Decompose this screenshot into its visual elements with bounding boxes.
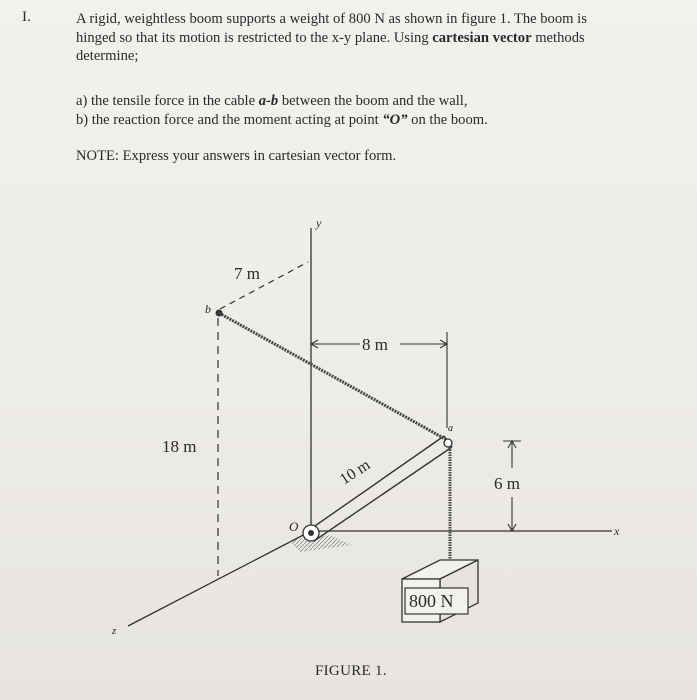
point-a-label: a [448, 423, 453, 434]
z-axis-line [128, 531, 311, 626]
part-b-suffix: on the boom. [407, 112, 488, 128]
dim-10-label: 10 m [336, 456, 374, 489]
dim-7-label: 7 m [234, 264, 260, 283]
part-b-prefix: b) the reaction force and the moment acting at point [76, 112, 383, 128]
boom-upper-edge [312, 436, 444, 528]
part-a-cable: a-b [258, 93, 279, 109]
statement-text: hinged so that its motion is restricted to the x-y plane. Using [76, 29, 433, 46]
origin-label: O [289, 519, 299, 534]
z-axis-label: z [112, 625, 117, 637]
dim-18-label: 18 m [162, 437, 197, 456]
x-axis-label: x [614, 524, 620, 538]
y-axis-label: y [316, 216, 322, 230]
statement-text-end: methods [531, 29, 585, 46]
part-b-point: “O” [382, 112, 408, 128]
part-a-prefix: a) the tensile force in the cable [76, 93, 259, 109]
hinge-o-pin [308, 530, 314, 536]
statement-bold-method: cartesian vector [432, 29, 532, 46]
point-a-marker [444, 439, 452, 447]
figure-caption: FIGURE 1. [315, 663, 387, 679]
part-a-suffix: between the boom and the wall, [278, 93, 468, 109]
point-b-label: b [205, 302, 211, 316]
weight-label: 800 N [409, 591, 454, 611]
boom-lower-edge [314, 447, 452, 541]
question-number: I. [22, 9, 31, 25]
statement-line-3: determine; [76, 48, 139, 64]
cable-ab [219, 313, 447, 440]
statement-line-1: A rigid, weightless boom supports a weight of 800 N as shown in figure 1. The boom is [76, 11, 587, 27]
dim-6-label: 6 m [494, 474, 520, 493]
dim-8-label: 8 m [362, 335, 388, 354]
note: NOTE: Express your answers in cartesian vector form. [76, 148, 397, 164]
